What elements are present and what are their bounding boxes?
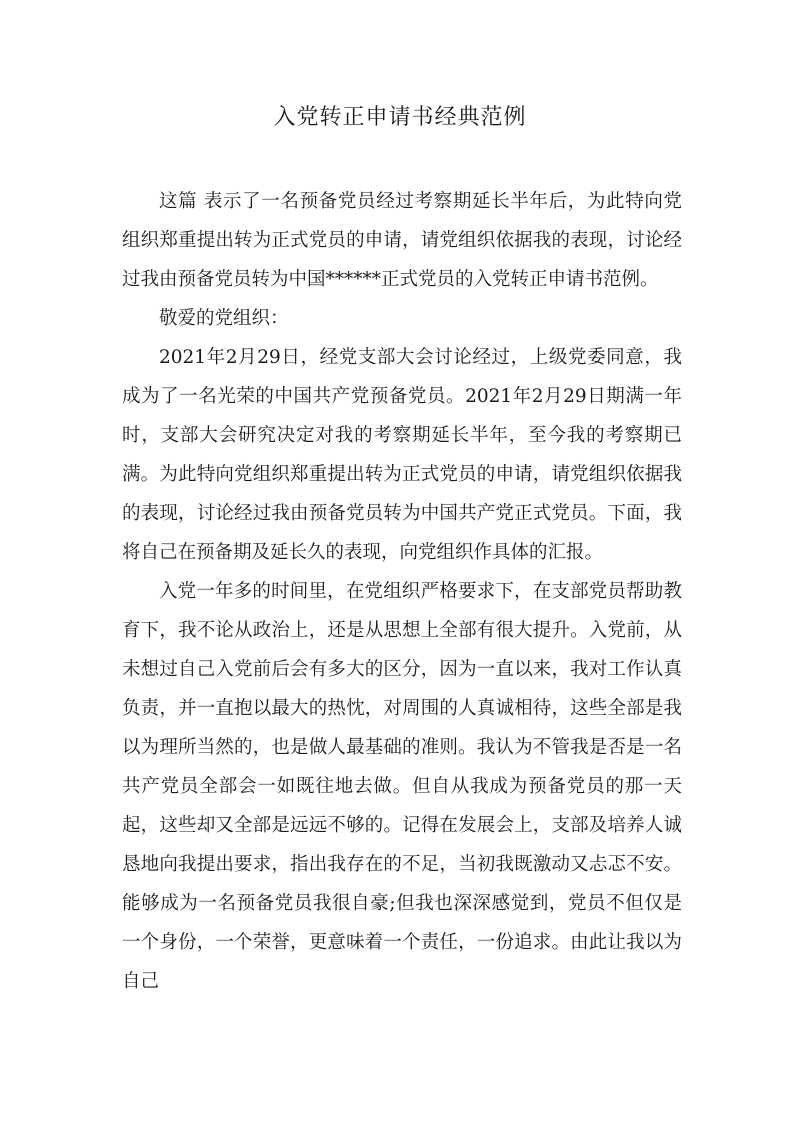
document-body bbox=[122, 182, 682, 1001]
intro-paragraph: 这篇 表示了一名预备党员经过考察期延长半年后，为此特向党组织郑重提出转为正式党员的申请，请党组织依据我的表现，讨论经过我由预备党员转为中国******正式党员的入党转正申请书范例。 bbox=[122, 191, 682, 290]
document-title: 入党转正申请书经典范例 bbox=[273, 105, 527, 130]
body-paragraph: 2021年2月29日，经党支部大会讨论经过，上级党委同意，我成为了一名光荣的中国共产党预备党员。2021年2月29日期满一年时，支部大会研究决定对我的考察期延长半年，至今我的考察期已满。为此特向党组织郑重提出转为正式党员的申请，请党组织依据我的表现，讨论经过我由预备党员转为中国共产党正式党员。下面，我将自己在预备期及延长久的表现，向党组织作具体的汇报。 bbox=[122, 347, 682, 563]
body-paragraph: 入党一年多的时间里，在党组织严格要求下，在支部党员帮助教育下，我不论从政治上，还是从思想上全部有很大提升。入党前，从未想过自己入党前后会有多大的区分，因为一直以来，我对工作认真负责，并一直抱以最大的热忱，对周围的人真诚相待，这些全部是我以为理所当然的，也是做人最基础的准则。我认为不管我是否是一名共产党员全部会一如既往地去做。但自从我成为预备党员的那一天起，这些却又全部是远远不够的。记得在发展会上，支部及培养人诚恳地向我提出要求，指出我存在的不足，当初我既激动又忐忑不安。能够成为一名预备党员我很自豪;但我也深深感觉到，党员不但仅是一个身份，一个荣誉，更意味着一个责任，一份追求。由此让我以为自己 bbox=[122, 581, 682, 992]
salutation: 敬爱的党组织： bbox=[159, 308, 289, 329]
